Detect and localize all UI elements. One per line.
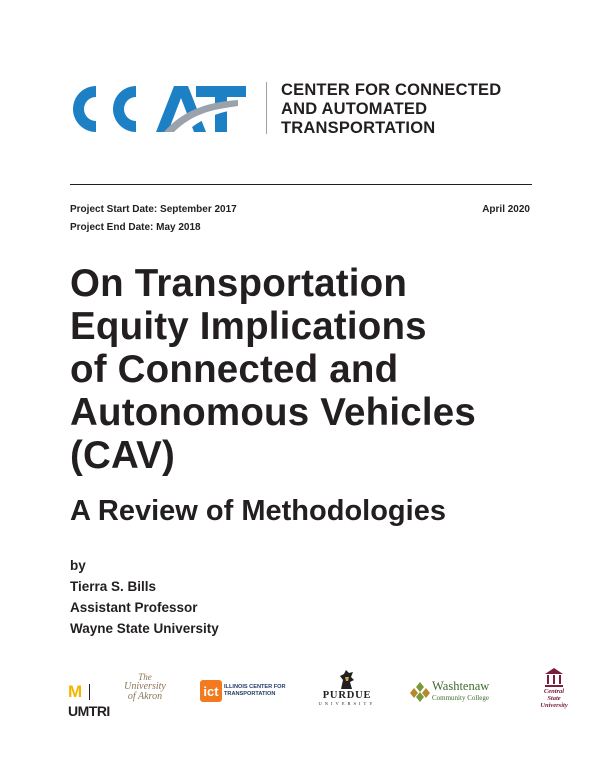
title-line: of Connected and	[70, 348, 399, 391]
ccat-logo-icon	[68, 80, 248, 138]
central-state-logo	[534, 666, 574, 720]
illinois-center-logo	[200, 678, 290, 706]
title-line: On Transportation	[70, 262, 408, 305]
report-subtitle: A Review of Methodologies	[70, 495, 446, 527]
org-name-line: TRANSPORTATION	[281, 119, 436, 137]
washtenaw-logo	[410, 680, 510, 710]
illinois-line: TRANSPORTATION	[224, 691, 276, 697]
author-block	[70, 555, 219, 639]
purdue-sub: UNIVERSITY	[318, 701, 376, 706]
umtri-divider	[89, 684, 90, 700]
illinois-line: ILLINOIS CENTER FOR	[224, 684, 286, 690]
purdue-name: PURDUE	[322, 690, 372, 701]
author-position: Assistant Professor	[70, 600, 198, 615]
csu-line: Central	[543, 688, 565, 695]
logo-separator	[266, 82, 267, 134]
author-name: Tierra S. Bills	[70, 579, 157, 594]
university-of-akron-logo	[120, 672, 170, 712]
report-title	[70, 262, 570, 477]
title-line: Equity Implications	[70, 305, 427, 348]
project-end-date: Project End Date: May 2018	[70, 222, 201, 233]
project-start-date: Project Start Date: September 2017	[70, 204, 237, 215]
org-name-line: AND AUTOMATED	[281, 100, 428, 118]
header-divider	[70, 184, 532, 185]
svg-text:ict: ict	[203, 684, 219, 699]
washtenaw-sub: Community College	[432, 694, 489, 702]
akron-line: of Akron	[127, 691, 163, 702]
akron-line: The	[138, 672, 152, 682]
title-line: (CAV)	[70, 434, 176, 477]
umtri-logo	[68, 682, 124, 719]
csu-line: University	[540, 702, 568, 709]
purdue-logo	[318, 670, 376, 720]
org-name	[281, 81, 551, 138]
washtenaw-leaf-icon	[410, 682, 430, 702]
by-label: by	[70, 558, 86, 573]
author-affiliation: Wayne State University	[70, 621, 219, 636]
ict-icon	[200, 680, 222, 702]
umtri-name: UMTRI	[68, 702, 110, 719]
org-name-line: CENTER FOR CONNECTED	[281, 81, 502, 99]
purdue-griffin-icon	[338, 670, 356, 690]
washtenaw-name: Washtenaw	[432, 679, 490, 693]
title-line: Autonomous Vehicles	[70, 391, 476, 434]
csu-line: State	[547, 695, 561, 702]
central-state-building-icon	[543, 666, 565, 688]
akron-line: University	[124, 681, 166, 692]
michigan-m-icon: M	[68, 682, 83, 701]
publication-date: April 2020	[482, 204, 530, 215]
